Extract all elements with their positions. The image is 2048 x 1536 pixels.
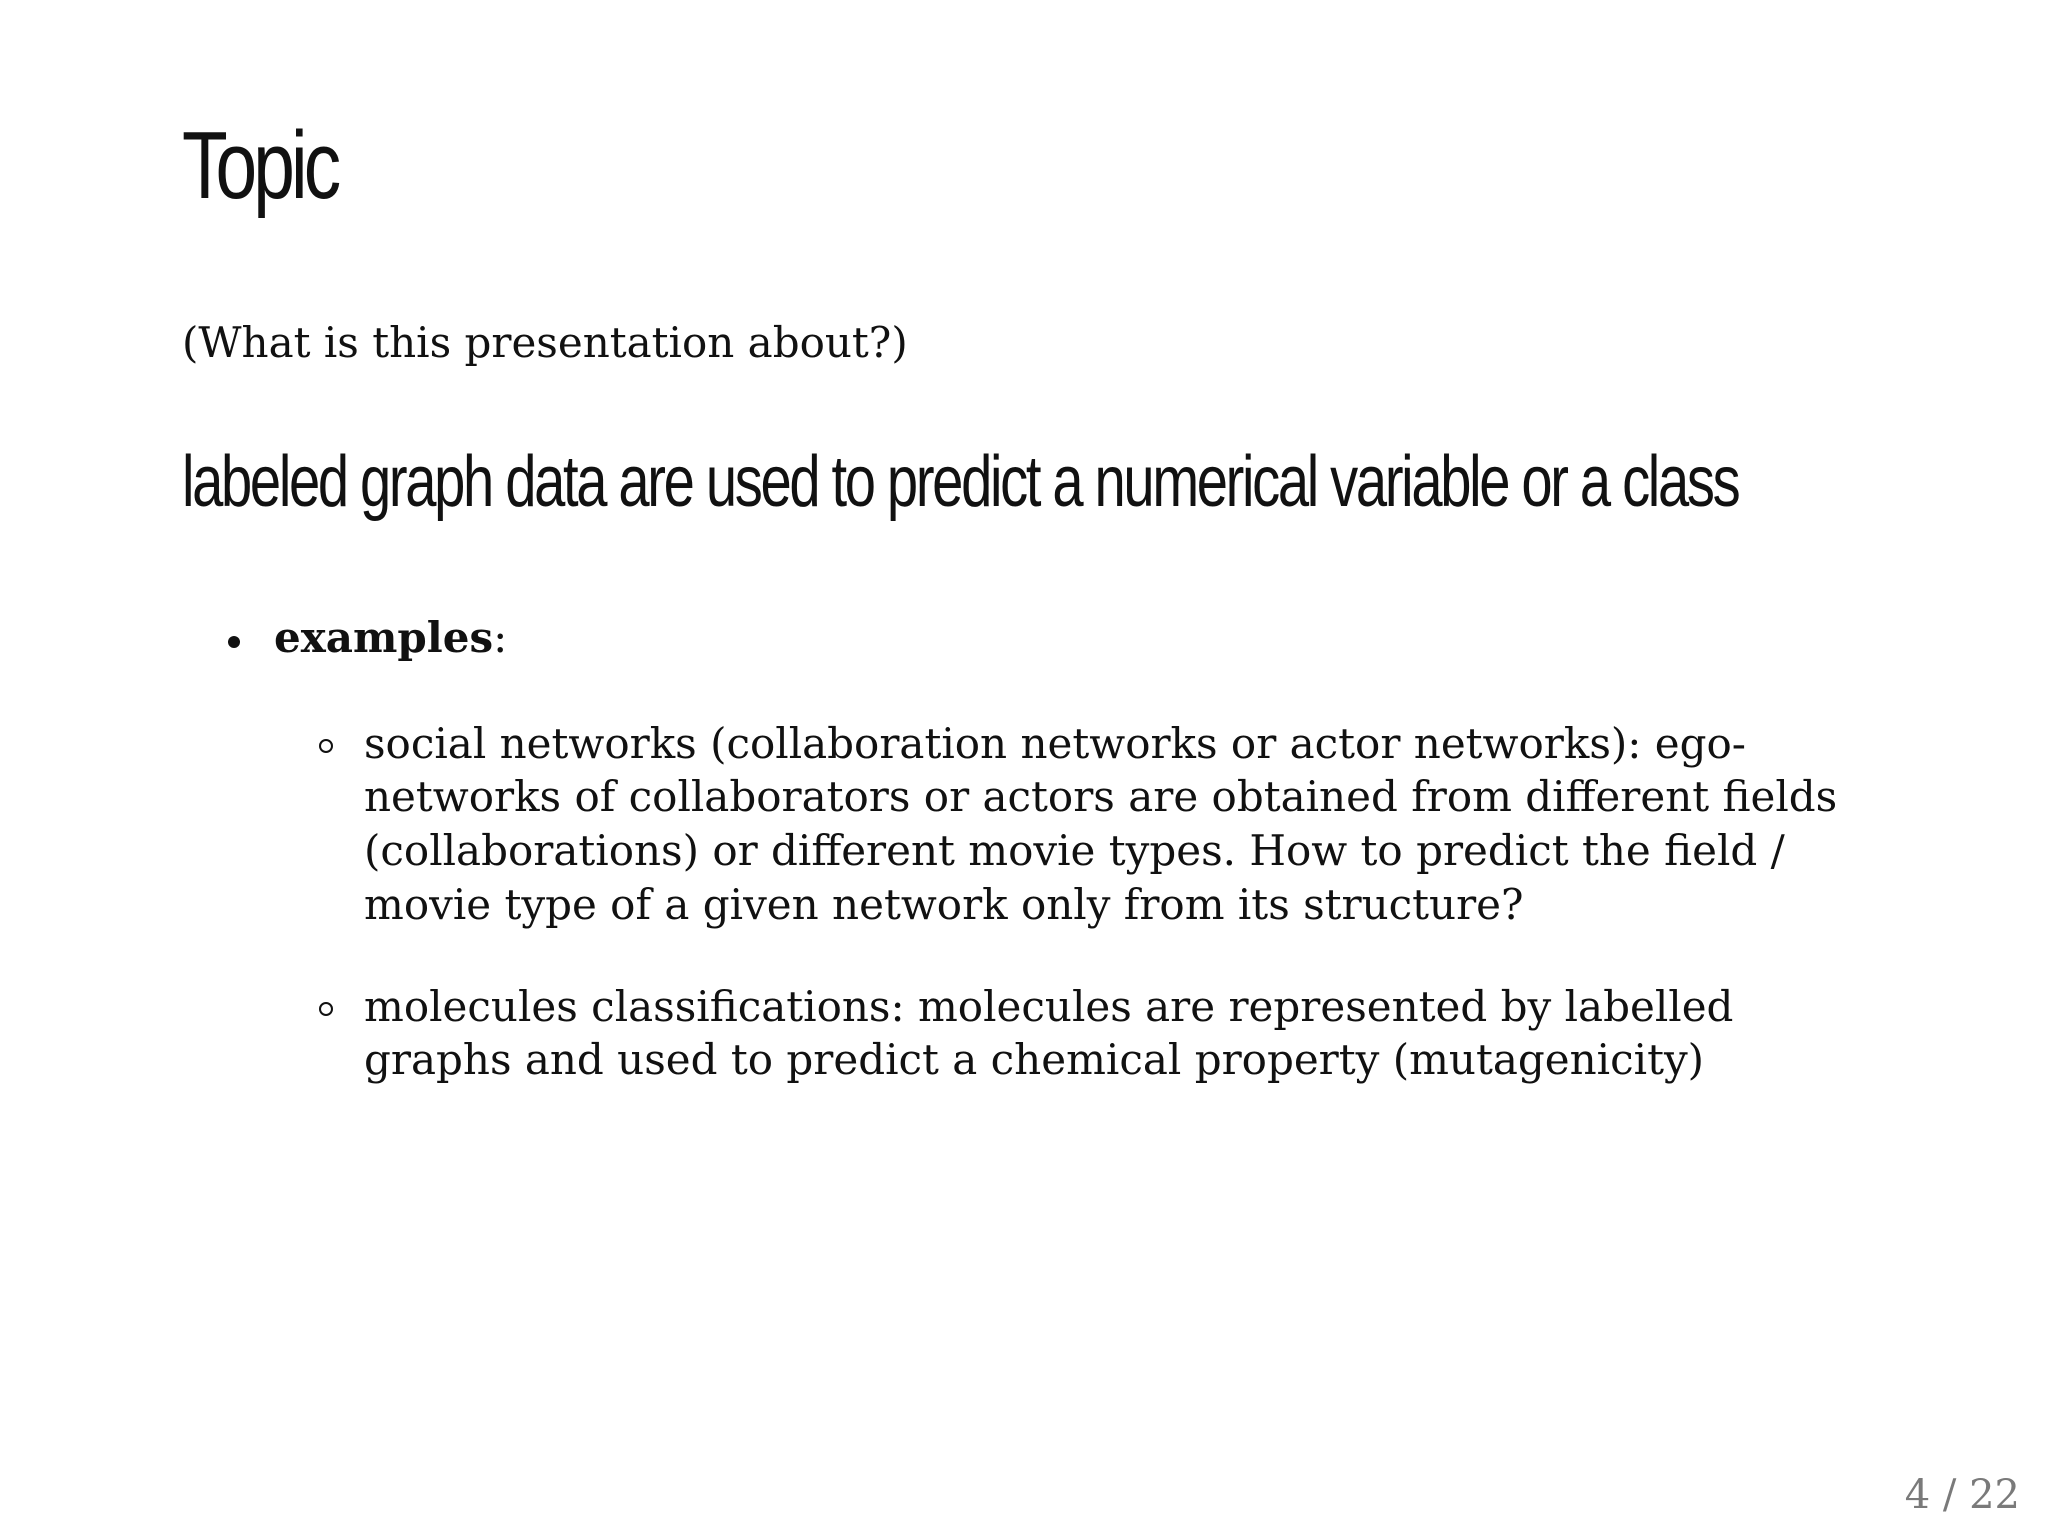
slide-subtitle: (What is this presentation about?)	[182, 318, 908, 367]
bullet-list	[182, 612, 1902, 1087]
bullet-label: examples	[274, 613, 494, 662]
bullet-item-examples	[182, 612, 1902, 1087]
sub-item-text: social networks (collaboration networks or actor networks): ego-networks of collaborators or actors are obtained from different fields (collaborations) or different movie types. How to predict the field / movie type of a given network only from its structure?	[364, 718, 1838, 929]
circle-bullet-icon	[319, 739, 333, 753]
bullet-label-suffix: :	[493, 613, 508, 662]
circle-bullet-icon	[319, 1002, 333, 1016]
sub-item-molecules	[274, 980, 1884, 1088]
sub-bullet-list	[274, 717, 1902, 1088]
section-heading: labeled graph data are used to predict a numerical variable or a class	[182, 442, 1739, 522]
slide-title: Topic	[182, 112, 338, 219]
page-counter: 4 / 22	[1904, 1472, 2020, 1518]
bullet-dot-icon	[228, 636, 240, 648]
sub-item-social-networks	[274, 717, 1884, 932]
sub-item-text: molecules classifications: molecules are represented by labelled graphs and used to predict a chemical property (mutagenicity)	[364, 981, 1734, 1085]
